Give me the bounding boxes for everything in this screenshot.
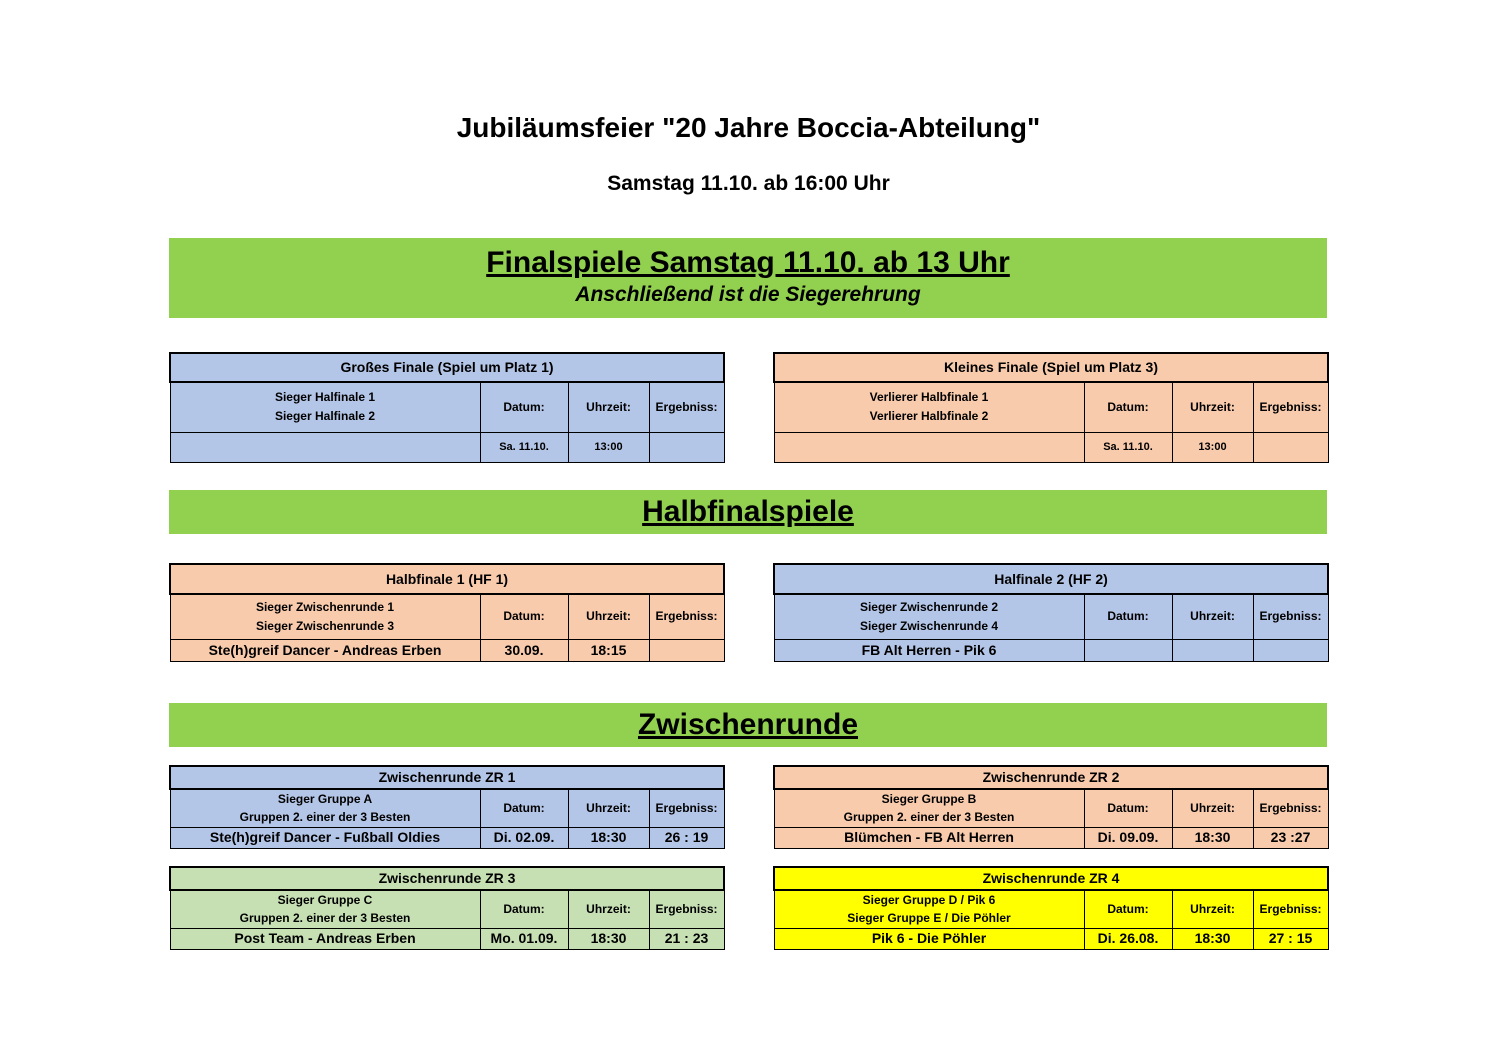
uhrzeit-label: Uhrzeit: — [1172, 890, 1253, 928]
match-ergebnis: 21 : 23 — [649, 928, 724, 949]
halbfinale-2-table — [773, 563, 1329, 662]
match-uhrzeit: 13:00 — [1172, 432, 1253, 462]
match-header: Halbfinale 1 (HF 1) — [170, 564, 724, 594]
zwischenrunde-banner — [169, 703, 1327, 747]
datum-label: Datum: — [1084, 594, 1172, 639]
match-uhrzeit: 18:30 — [568, 928, 649, 949]
match-header: Kleines Finale (Spiel um Platz 3) — [774, 353, 1328, 382]
match-teams — [774, 432, 1084, 462]
match-teams: Post Team - Andreas Erben — [170, 928, 480, 949]
ergebnis-label: Ergebniss: — [1253, 890, 1328, 928]
match-ergebnis: 27 : 15 — [1253, 928, 1328, 949]
datum-label: Datum: — [1084, 789, 1172, 827]
match-line-2: Gruppen 2. einer der 3 Besten — [843, 810, 1015, 825]
zr1-table — [169, 765, 725, 849]
match-uhrzeit: 13:00 — [568, 432, 649, 462]
match-ergebnis — [649, 639, 724, 661]
datum-label: Datum: — [480, 890, 568, 928]
match-teams: Ste(h)greif Dancer - Andreas Erben — [170, 639, 480, 661]
uhrzeit-label: Uhrzeit: — [568, 789, 649, 827]
ergebnis-label: Ergebniss: — [1253, 594, 1328, 639]
match-teams: Pik 6 - Die Pöhler — [774, 928, 1084, 949]
ergebnis-label: Ergebniss: — [1253, 789, 1328, 827]
final-banner-heading: Finalspiele Samstag 11.10. ab 13 Uhr — [486, 246, 1010, 279]
datum-label: Datum: — [1084, 382, 1172, 432]
match-datum: Sa. 11.10. — [1084, 432, 1172, 462]
match-ergebnis: 26 : 19 — [649, 827, 724, 848]
match-line-1: Sieger Zwischenrunde 2 — [859, 599, 999, 614]
match-teams: FB Alt Herren - Pik 6 — [774, 639, 1084, 661]
match-description — [170, 594, 480, 639]
match-uhrzeit: 18:30 — [1172, 928, 1253, 949]
match-line-1: Sieger Gruppe B — [881, 792, 977, 807]
match-uhrzeit: 18:15 — [568, 639, 649, 661]
match-datum: Di. 02.09. — [480, 827, 568, 848]
datum-label: Datum: — [480, 594, 568, 639]
match-header: Halfinale 2 (HF 2) — [774, 564, 1328, 594]
page-subtitle: Samstag 11.10. ab 16:00 Uhr — [607, 172, 890, 195]
match-ergebnis — [649, 432, 724, 462]
ergebnis-label: Ergebniss: — [649, 594, 724, 639]
match-line-2: Sieger Zwischenrunde 4 — [859, 618, 999, 633]
match-header: Zwischenrunde ZR 3 — [170, 867, 724, 890]
match-description — [774, 789, 1084, 827]
match-datum: Mo. 01.09. — [480, 928, 568, 949]
match-uhrzeit: 18:30 — [568, 827, 649, 848]
match-datum: Di. 09.09. — [1084, 827, 1172, 848]
match-datum: Di. 26.08. — [1084, 928, 1172, 949]
match-header: Zwischenrunde ZR 1 — [170, 766, 724, 789]
datum-label: Datum: — [480, 789, 568, 827]
match-description — [774, 594, 1084, 639]
ergebnis-label: Ergebniss: — [649, 789, 724, 827]
match-line-1: Sieger Gruppe C — [277, 893, 373, 908]
match-line-1: Sieger Halfinale 1 — [274, 390, 376, 405]
halbfinale-1-table — [169, 563, 725, 662]
match-description — [774, 890, 1084, 928]
match-description — [774, 382, 1084, 432]
datum-label: Datum: — [1084, 890, 1172, 928]
match-line-1: Verlierer Halbfinale 1 — [869, 390, 989, 405]
match-line-2: Sieger Halfinale 2 — [274, 409, 376, 424]
zr4-table — [773, 866, 1329, 950]
match-teams: Blümchen - FB Alt Herren — [774, 827, 1084, 848]
match-line-1: Sieger Gruppe D / Pik 6 — [862, 893, 996, 908]
datum-label: Datum: — [480, 382, 568, 432]
ergebnis-label: Ergebniss: — [649, 890, 724, 928]
uhrzeit-label: Uhrzeit: — [568, 382, 649, 432]
zr2-table — [773, 765, 1329, 849]
match-line-2: Verlierer Halbfinale 2 — [869, 409, 989, 424]
final-banner — [169, 238, 1327, 318]
uhrzeit-label: Uhrzeit: — [568, 890, 649, 928]
ergebnis-label: Ergebniss: — [649, 382, 724, 432]
uhrzeit-label: Uhrzeit: — [568, 594, 649, 639]
match-teams — [170, 432, 480, 462]
match-datum — [1084, 639, 1172, 661]
match-teams: Ste(h)greif Dancer - Fußball Oldies — [170, 827, 480, 848]
match-line-1: Sieger Zwischenrunde 1 — [255, 599, 395, 614]
match-ergebnis — [1253, 639, 1328, 661]
match-header: Zwischenrunde ZR 4 — [774, 867, 1328, 890]
page-title: Jubiläumsfeier "20 Jahre Boccia-Abteilung" — [456, 112, 1041, 143]
uhrzeit-label: Uhrzeit: — [1172, 594, 1253, 639]
match-ergebnis: 23 :27 — [1253, 827, 1328, 848]
final-banner-subheading: Anschließend ist die Siegerehrung — [575, 283, 921, 306]
zwischenrunde-banner-heading: Zwischenrunde — [637, 708, 859, 741]
match-header: Zwischenrunde ZR 2 — [774, 766, 1328, 789]
match-description — [170, 890, 480, 928]
match-header: Großes Finale (Spiel um Platz 1) — [170, 353, 724, 382]
uhrzeit-label: Uhrzeit: — [1172, 789, 1253, 827]
uhrzeit-label: Uhrzeit: — [1172, 382, 1253, 432]
match-uhrzeit — [1172, 639, 1253, 661]
match-description — [170, 789, 480, 827]
match-datum: Sa. 11.10. — [480, 432, 568, 462]
match-line-2: Sieger Zwischenrunde 3 — [255, 618, 395, 633]
match-line-1: Sieger Gruppe A — [277, 792, 373, 807]
match-datum: 30.09. — [480, 639, 568, 661]
semi-banner — [169, 490, 1327, 534]
zr3-table — [169, 866, 725, 950]
match-line-2: Gruppen 2. einer der 3 Besten — [239, 911, 411, 926]
match-uhrzeit: 18:30 — [1172, 827, 1253, 848]
match-line-2: Gruppen 2. einer der 3 Besten — [239, 810, 411, 825]
match-ergebnis — [1253, 432, 1328, 462]
grosses-finale-table — [169, 352, 725, 463]
match-line-2: Sieger Gruppe E / Die Pöhler — [847, 911, 1011, 926]
kleines-finale-table — [773, 352, 1329, 463]
match-description — [170, 382, 480, 432]
ergebnis-label: Ergebniss: — [1253, 382, 1328, 432]
semi-banner-heading: Halbfinalspiele — [642, 495, 854, 528]
